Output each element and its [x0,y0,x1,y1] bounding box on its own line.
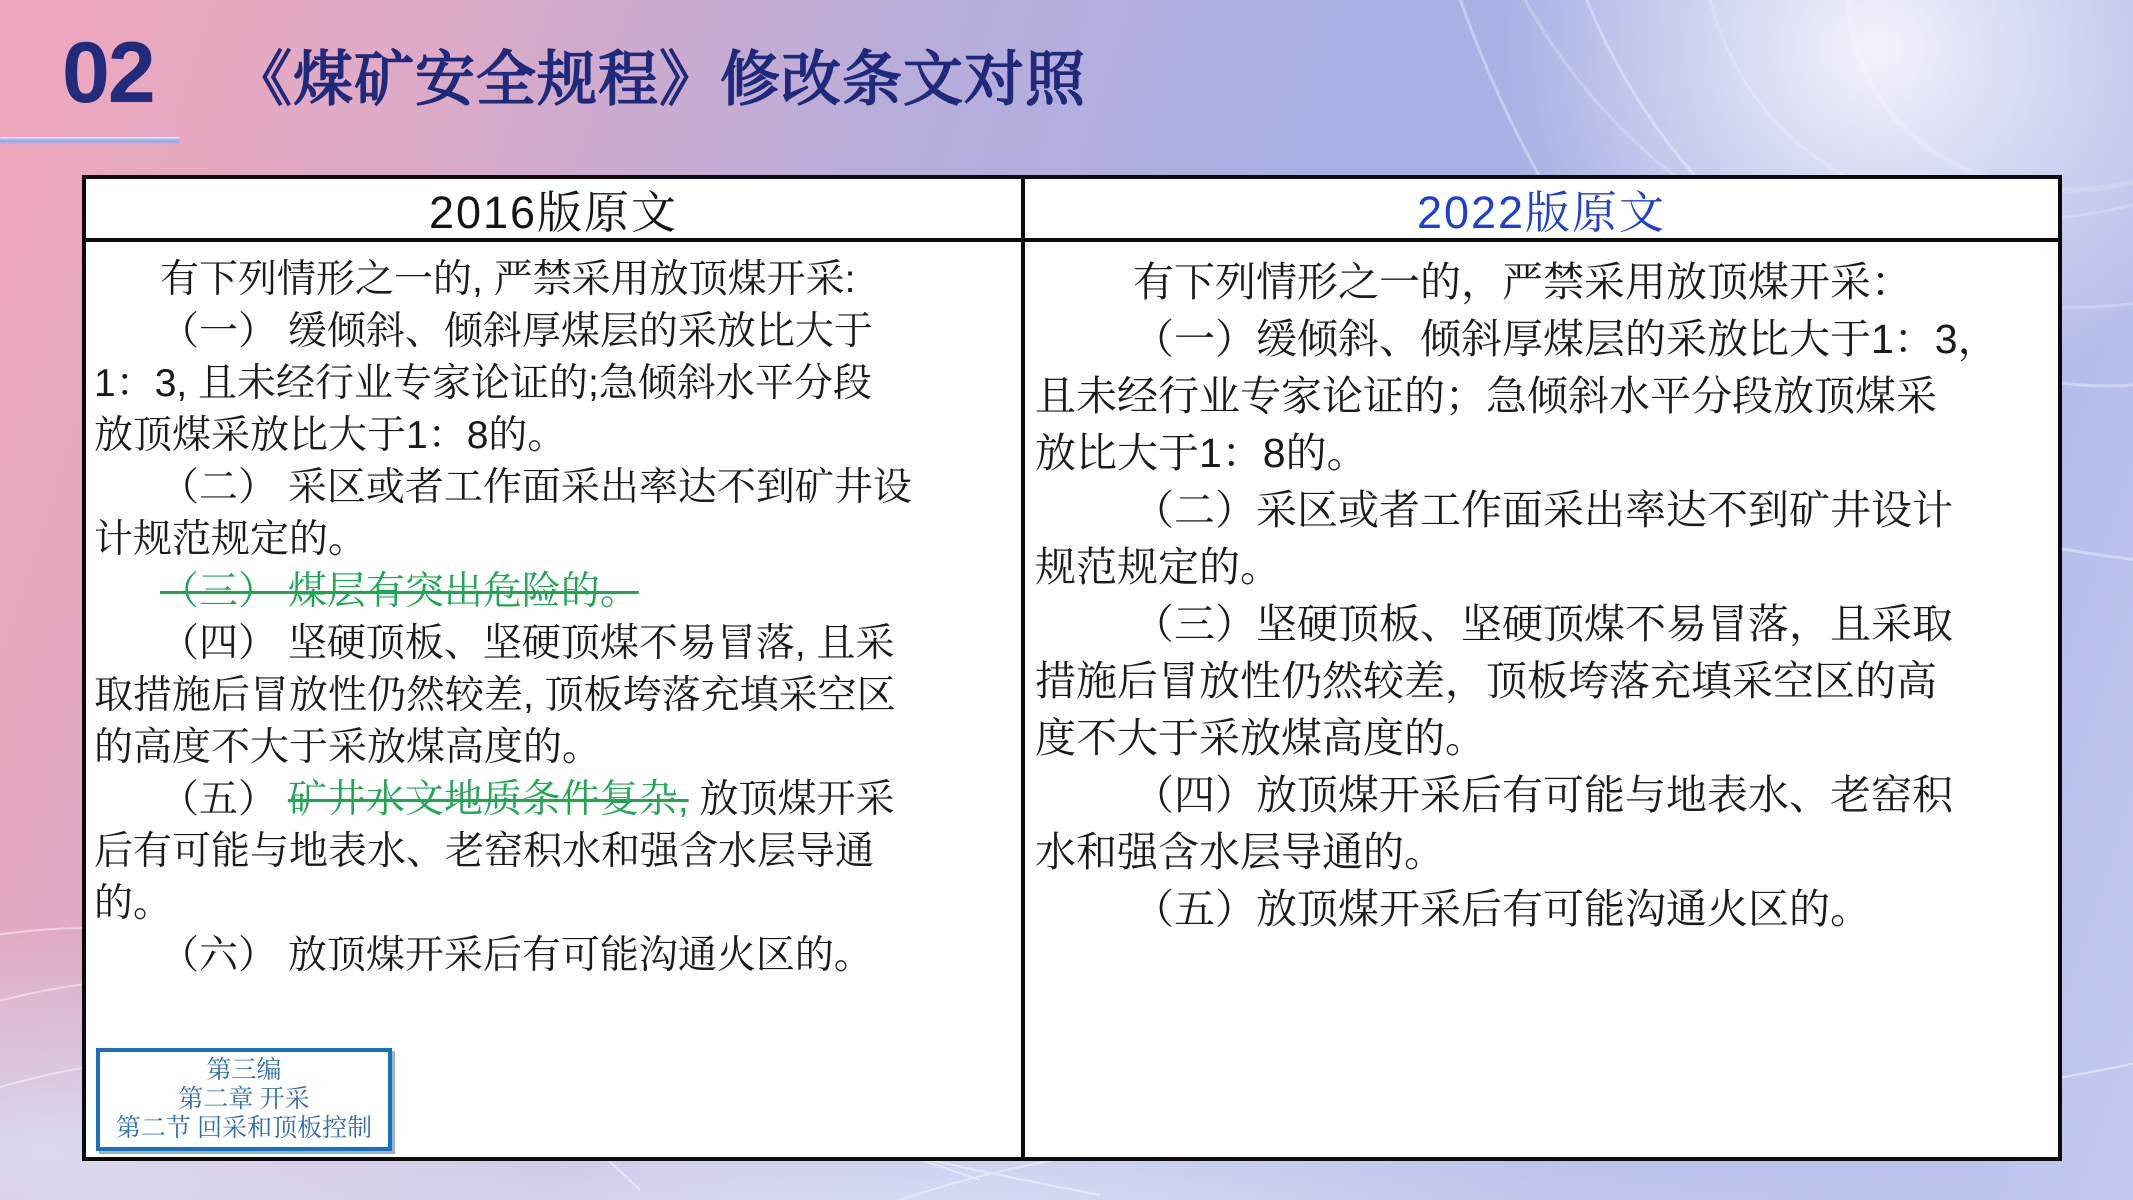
table-text-line [1035,596,2054,653]
text-run: 度不大于采放煤高度的。 [1035,715,1486,761]
table-text-line [1035,425,2054,482]
table-text-line [94,410,1017,462]
reference-line: 第三编 [206,1057,282,1084]
text-run: （六） 放顶煤开采后有可能沟通火区的。 [160,934,873,977]
text-run: （一） 缓倾斜、倾斜厚煤层的采放比大于 [160,310,873,353]
cell-2022-text [1021,242,2058,1157]
text-run: 措施后冒放性仍然较差，顶板垮落充填采空区的高 [1035,658,1937,704]
section-number: 02 [62,25,154,121]
deleted-text-run: （三） 煤层有突出危险的。 [160,570,639,613]
page-title: 《煤矿安全规程》修改条文对照 [232,46,1086,113]
table-text-line [94,774,1017,826]
text-run: （一）缓倾斜、倾斜厚煤层的采放比大于1：3， [1133,316,1999,362]
table-text-line [1035,653,2054,710]
text-run: 放顶煤开采 [688,778,895,821]
table-text-line [1035,368,2054,425]
text-run: 放顶煤采放比大于1：8的。 [94,414,567,457]
text-run: 有下列情形之一的, 严禁采用放顶煤开采: [160,258,856,301]
table-text-line [94,826,1017,878]
text-run: （二）采区或者工作面采出率达不到矿井设计 [1133,487,1953,533]
text-run: 1：3, 且未经行业专家论证的;急倾斜水平分段 [94,362,872,405]
text-run: 且未经行业专家论证的；急倾斜水平分段放顶煤采 [1035,373,1937,419]
table-text-line [94,878,1017,930]
text-run: 放比大于1：8的。 [1035,430,1368,476]
cell-2016-text [86,242,1021,1157]
table-text-line [1035,539,2054,596]
table-text-line [1035,482,2054,539]
section-number-underline [0,137,180,144]
table-text-line [94,358,1017,410]
table-text-line [1035,254,2054,311]
text-run: （四） 坚硬顶板、坚硬顶煤不易冒落, 且采 [160,622,895,665]
table-text-line [94,670,1017,722]
comparison-table [82,175,2062,1161]
text-run: 后有可能与地表水、老窑积水和强含水层导通 [94,830,875,873]
text-run: 水和强含水层导通的。 [1035,829,1445,875]
regulation-reference-box [96,1048,392,1151]
column-header-2016: 2016版原文 [86,179,1021,242]
table-text-line [94,254,1017,306]
table-text-line [1035,710,2054,767]
text-run: 规范规定的。 [1035,544,1281,590]
table-text-line [94,722,1017,774]
text-run: （五）放顶煤开采后有可能沟通火区的。 [1133,886,1871,932]
text-run: （四）放顶煤开采后有可能与地表水、老窑积 [1133,772,1953,818]
table-text-line [1035,767,2054,824]
table-text-line [1035,881,2054,938]
table-text-line [94,306,1017,358]
deleted-text-run: 矿井水文地质条件复杂, [287,778,689,821]
table-text-line [1035,824,2054,881]
text-run: 有下列情形之一的，严禁采用放顶煤开采： [1133,259,1912,305]
table-text-line [94,514,1017,566]
table-text-line [94,618,1017,670]
table-text-line [94,930,1017,982]
table-text-line [1035,311,2054,368]
text-run: （三）坚硬顶板、坚硬顶煤不易冒落，且采取 [1133,601,1953,647]
text-run: 的高度不大于采放煤高度的。 [94,726,602,769]
table-text-line [94,462,1017,514]
text-run: 取措施后冒放性仍然较差, 顶板垮落充填采空区 [94,674,896,717]
text-run: （二） 采区或者工作面采出率达不到矿井设 [160,466,912,509]
reference-line: 第二节 回采和顶板控制 [115,1115,373,1142]
column-header-2022: 2022版原文 [1021,179,2058,242]
text-run: 的。 [94,882,173,925]
text-run: 计规范规定的。 [94,518,368,561]
reference-line: 第二章 开采 [178,1086,310,1113]
text-run: （五） [160,778,288,821]
table-text-line [94,566,1017,618]
